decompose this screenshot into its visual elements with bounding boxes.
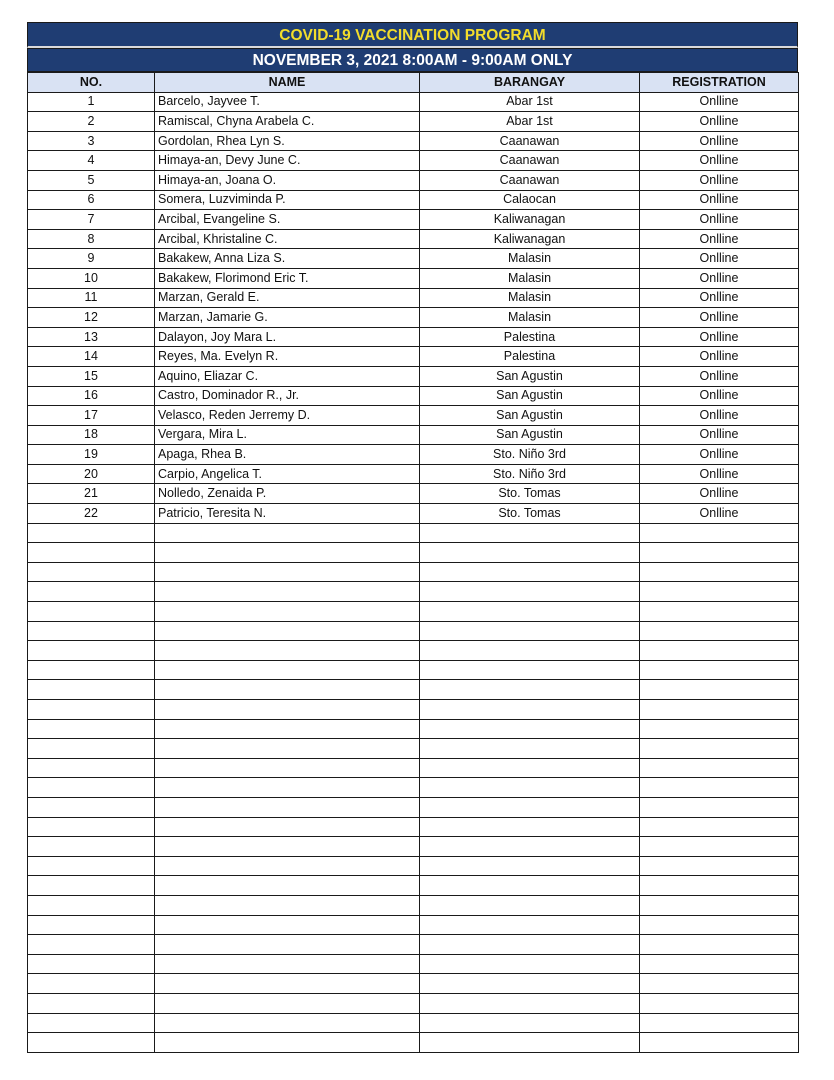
name-cell: Castro, Dominador R., Jr. [155,386,420,406]
empty-cell [155,954,420,974]
barangay-cell: San Agustin [420,425,640,445]
table-row [28,131,799,151]
empty-table-row [28,895,799,915]
empty-table-row [28,660,799,680]
empty-cell [640,895,799,915]
name-cell: Nolledo, Zenaida P. [155,484,420,504]
empty-cell [640,641,799,661]
column-header-name: NAME [155,73,420,93]
empty-cell [640,543,799,563]
empty-cell [640,797,799,817]
barangay-cell: Palestina [420,347,640,367]
empty-cell [155,817,420,837]
row-number-cell: 15 [28,366,155,386]
empty-cell [155,621,420,641]
registration-cell: Onlline [640,249,799,269]
table-header-row [28,73,799,93]
name-cell: Vergara, Mira L. [155,425,420,445]
empty-cell [640,954,799,974]
empty-cell [420,817,640,837]
registration-cell: Onlline [640,445,799,465]
empty-table-row [28,621,799,641]
empty-cell [420,739,640,759]
empty-cell [420,602,640,622]
barangay-cell: Malasin [420,308,640,328]
row-number-cell: 11 [28,288,155,308]
empty-cell [420,954,640,974]
empty-cell [420,876,640,896]
empty-cell [28,680,155,700]
registration-cell: Onlline [640,386,799,406]
empty-table-row [28,876,799,896]
empty-cell [420,758,640,778]
table-row [28,92,799,112]
table-row [28,445,799,465]
table-row [28,464,799,484]
empty-cell [640,915,799,935]
barangay-cell: San Agustin [420,406,640,426]
empty-cell [155,1013,420,1033]
name-cell: Bakakew, Anna Liza S. [155,249,420,269]
empty-cell [28,602,155,622]
empty-table-row [28,935,799,955]
empty-cell [155,915,420,935]
empty-cell [420,895,640,915]
registration-cell: Onlline [640,229,799,249]
table-row [28,504,799,524]
empty-cell [28,660,155,680]
row-number-cell: 2 [28,112,155,132]
barangay-cell: Abar 1st [420,92,640,112]
empty-cell [28,954,155,974]
name-cell: Apaga, Rhea B. [155,445,420,465]
name-cell: Himaya-an, Joana O. [155,170,420,190]
empty-cell [155,739,420,759]
empty-cell [155,797,420,817]
barangay-cell: Kaliwanagan [420,229,640,249]
empty-cell [28,993,155,1013]
barangay-cell: Sto. Tomas [420,484,640,504]
empty-cell [420,719,640,739]
empty-table-row [28,582,799,602]
row-number-cell: 16 [28,386,155,406]
registration-cell: Onlline [640,484,799,504]
empty-cell [155,602,420,622]
empty-cell [640,778,799,798]
empty-cell [640,700,799,720]
empty-table-row [28,602,799,622]
empty-table-row [28,778,799,798]
table-row [28,327,799,347]
empty-cell [155,543,420,563]
registration-cell: Onlline [640,92,799,112]
row-number-cell: 21 [28,484,155,504]
table-row [28,268,799,288]
empty-table-row [28,817,799,837]
empty-cell [155,1033,420,1053]
table-row [28,484,799,504]
name-cell: Dalayon, Joy Mara L. [155,327,420,347]
empty-cell [155,562,420,582]
registration-cell: Onlline [640,151,799,171]
row-number-cell: 8 [28,229,155,249]
empty-cell [155,700,420,720]
empty-cell [28,895,155,915]
empty-cell [420,523,640,543]
barangay-cell: Sto. Niño 3rd [420,445,640,465]
schedule-subtitle: NOVEMBER 3, 2021 8:00AM - 9:00AM ONLY [27,48,798,72]
empty-table-row [28,680,799,700]
table-row [28,151,799,171]
registration-cell: Onlline [640,112,799,132]
empty-cell [155,778,420,798]
registration-cell: Onlline [640,464,799,484]
barangay-cell: San Agustin [420,366,640,386]
empty-cell [28,719,155,739]
empty-cell [155,582,420,602]
name-cell: Arcibal, Evangeline S. [155,210,420,230]
empty-cell [155,856,420,876]
table-row [28,406,799,426]
empty-cell [155,660,420,680]
empty-table-row [28,993,799,1013]
empty-cell [28,621,155,641]
empty-cell [640,621,799,641]
empty-table-row [28,1013,799,1033]
row-number-cell: 5 [28,170,155,190]
name-cell: Bakakew, Florimond Eric T. [155,268,420,288]
table-body [28,92,799,1052]
table-row [28,366,799,386]
empty-cell [28,1013,155,1033]
registration-cell: Onlline [640,366,799,386]
empty-cell [155,895,420,915]
name-cell: Velasco, Reden Jerremy D. [155,406,420,426]
name-cell: Patricio, Teresita N. [155,504,420,524]
empty-cell [420,660,640,680]
empty-cell [28,837,155,857]
row-number-cell: 14 [28,347,155,367]
empty-cell [420,641,640,661]
registration-cell: Onlline [640,425,799,445]
empty-cell [155,993,420,1013]
registration-cell: Onlline [640,170,799,190]
empty-table-row [28,837,799,857]
registration-cell: Onlline [640,327,799,347]
empty-table-row [28,758,799,778]
table-row [28,347,799,367]
row-number-cell: 18 [28,425,155,445]
empty-cell [420,562,640,582]
barangay-cell: Sto. Tomas [420,504,640,524]
barangay-cell: Palestina [420,327,640,347]
registration-cell: Onlline [640,190,799,210]
empty-table-row [28,641,799,661]
registration-cell: Onlline [640,268,799,288]
barangay-cell: Sto. Niño 3rd [420,464,640,484]
column-header-no: NO. [28,73,155,93]
empty-table-row [28,954,799,974]
empty-cell [155,974,420,994]
sheet-title: COVID-19 VACCINATION PROGRAM [27,22,798,48]
empty-cell [640,935,799,955]
empty-cell [28,641,155,661]
row-number-cell: 3 [28,131,155,151]
empty-table-row [28,1033,799,1053]
empty-cell [640,739,799,759]
name-cell: Gordolan, Rhea Lyn S. [155,131,420,151]
barangay-cell: Kaliwanagan [420,210,640,230]
name-cell: Aquino, Eliazar C. [155,366,420,386]
empty-cell [28,582,155,602]
empty-cell [420,797,640,817]
empty-cell [28,856,155,876]
empty-cell [28,543,155,563]
row-number-cell: 6 [28,190,155,210]
empty-cell [640,719,799,739]
row-number-cell: 20 [28,464,155,484]
registration-cell: Onlline [640,131,799,151]
empty-cell [420,837,640,857]
empty-table-row [28,974,799,994]
empty-cell [155,837,420,857]
barangay-cell: San Agustin [420,386,640,406]
empty-cell [420,778,640,798]
empty-cell [640,876,799,896]
empty-cell [420,915,640,935]
name-cell: Reyes, Ma. Evelyn R. [155,347,420,367]
table-row [28,288,799,308]
empty-cell [28,758,155,778]
empty-cell [28,1033,155,1053]
registration-cell: Onlline [640,210,799,230]
empty-cell [155,876,420,896]
row-number-cell: 1 [28,92,155,112]
empty-cell [640,660,799,680]
empty-cell [28,739,155,759]
empty-cell [640,758,799,778]
empty-cell [420,1033,640,1053]
empty-cell [420,621,640,641]
row-number-cell: 9 [28,249,155,269]
empty-cell [640,562,799,582]
empty-cell [155,758,420,778]
column-header-barangay: BARANGAY [420,73,640,93]
empty-table-row [28,562,799,582]
registration-cell: Onlline [640,347,799,367]
name-cell: Carpio, Angelica T. [155,464,420,484]
vaccination-sheet [27,22,798,1053]
empty-table-row [28,719,799,739]
empty-cell [640,837,799,857]
table-row [28,386,799,406]
name-cell: Marzan, Jamarie G. [155,308,420,328]
empty-cell [640,680,799,700]
column-header-registration: REGISTRATION [640,73,799,93]
empty-cell [640,523,799,543]
barangay-cell: Caanawan [420,170,640,190]
row-number-cell: 19 [28,445,155,465]
table-row [28,190,799,210]
row-number-cell: 13 [28,327,155,347]
barangay-cell: Caanawan [420,131,640,151]
empty-table-row [28,523,799,543]
row-number-cell: 7 [28,210,155,230]
registration-cell: Onlline [640,406,799,426]
empty-cell [420,856,640,876]
empty-cell [155,523,420,543]
empty-cell [155,935,420,955]
empty-cell [420,974,640,994]
empty-cell [420,935,640,955]
empty-cell [28,523,155,543]
empty-cell [640,582,799,602]
empty-cell [640,602,799,622]
name-cell: Arcibal, Khristaline C. [155,229,420,249]
table-row [28,425,799,445]
empty-cell [155,680,420,700]
empty-cell [28,935,155,955]
table-row [28,229,799,249]
empty-cell [640,856,799,876]
empty-cell [28,876,155,896]
barangay-cell: Malasin [420,268,640,288]
registrant-table [27,72,799,1053]
empty-cell [640,974,799,994]
empty-cell [420,543,640,563]
row-number-cell: 22 [28,504,155,524]
name-cell: Barcelo, Jayvee T. [155,92,420,112]
empty-cell [420,582,640,602]
empty-table-row [28,543,799,563]
name-cell: Himaya-an, Devy June C. [155,151,420,171]
empty-table-row [28,856,799,876]
barangay-cell: Abar 1st [420,112,640,132]
empty-cell [28,817,155,837]
name-cell: Ramiscal, Chyna Arabela C. [155,112,420,132]
table-row [28,249,799,269]
empty-cell [420,700,640,720]
table-row [28,170,799,190]
empty-cell [420,1013,640,1033]
row-number-cell: 17 [28,406,155,426]
empty-cell [28,700,155,720]
empty-table-row [28,739,799,759]
name-cell: Marzan, Gerald E. [155,288,420,308]
registration-cell: Onlline [640,308,799,328]
barangay-cell: Calaocan [420,190,640,210]
empty-cell [640,817,799,837]
row-number-cell: 4 [28,151,155,171]
table-row [28,308,799,328]
empty-cell [28,974,155,994]
empty-cell [28,797,155,817]
barangay-cell: Caanawan [420,151,640,171]
empty-table-row [28,915,799,935]
empty-cell [640,1033,799,1053]
empty-table-row [28,700,799,720]
row-number-cell: 12 [28,308,155,328]
empty-cell [28,778,155,798]
table-row [28,210,799,230]
empty-cell [28,562,155,582]
name-cell: Somera, Luzviminda P. [155,190,420,210]
empty-cell [155,719,420,739]
empty-cell [155,641,420,661]
barangay-cell: Malasin [420,249,640,269]
row-number-cell: 10 [28,268,155,288]
table-row [28,112,799,132]
empty-cell [28,915,155,935]
barangay-cell: Malasin [420,288,640,308]
registration-cell: Onlline [640,504,799,524]
registration-cell: Onlline [640,288,799,308]
empty-cell [420,680,640,700]
empty-cell [420,993,640,1013]
empty-cell [640,1013,799,1033]
empty-table-row [28,797,799,817]
empty-cell [640,993,799,1013]
